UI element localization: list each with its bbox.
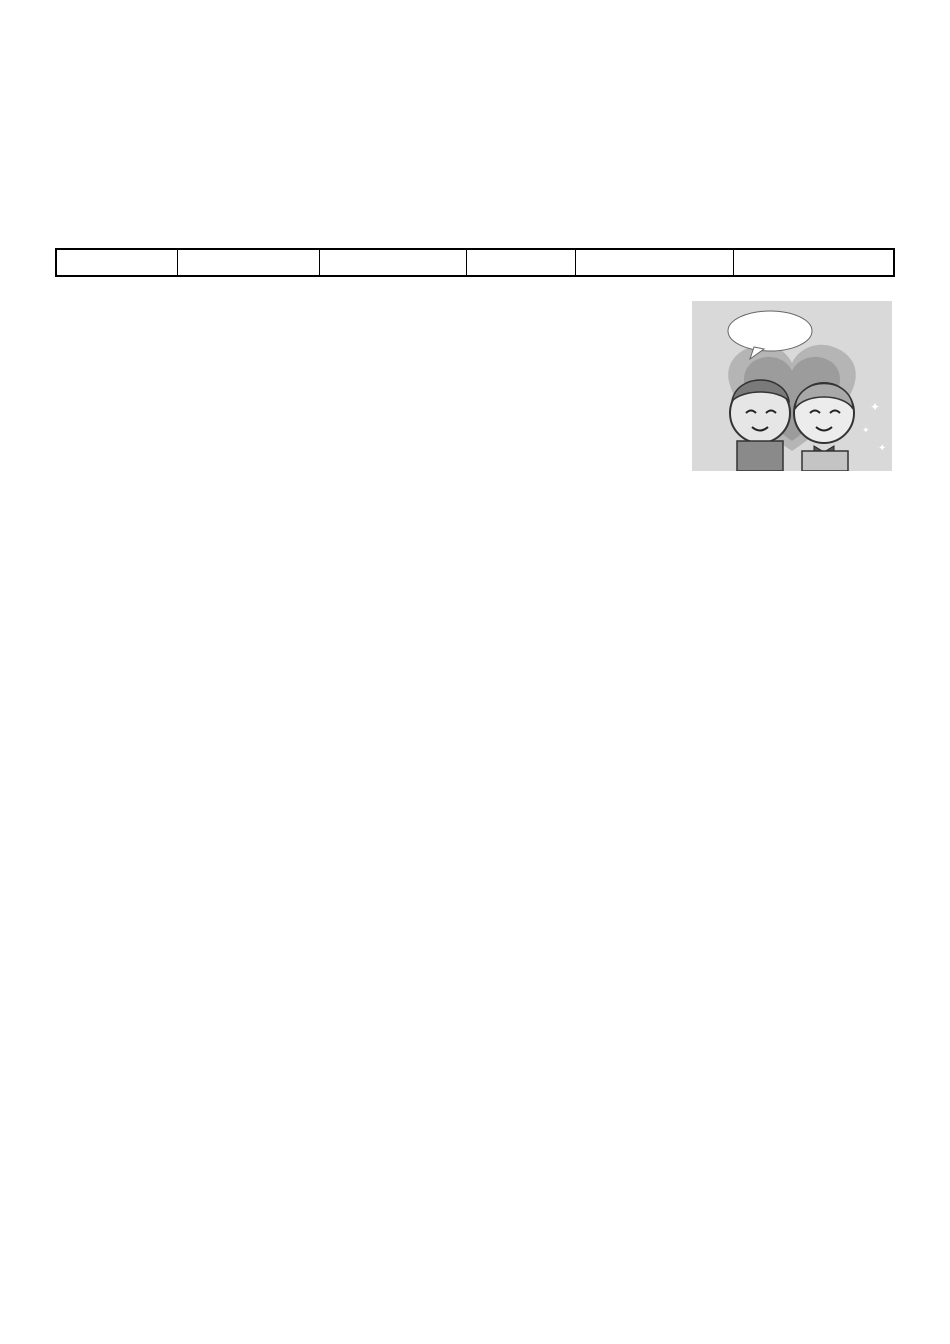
svg-text:✦: ✦ xyxy=(878,443,887,454)
table-cell xyxy=(734,249,895,276)
info-table xyxy=(55,248,895,277)
svg-text:✦: ✦ xyxy=(870,400,881,414)
table-cell xyxy=(56,249,178,276)
table-cell xyxy=(178,249,320,276)
svg-text:✦: ✦ xyxy=(862,426,870,436)
table-cell xyxy=(576,249,734,276)
table-cell xyxy=(467,249,576,276)
apology-cartoon xyxy=(692,301,892,471)
table-cell xyxy=(320,249,467,276)
